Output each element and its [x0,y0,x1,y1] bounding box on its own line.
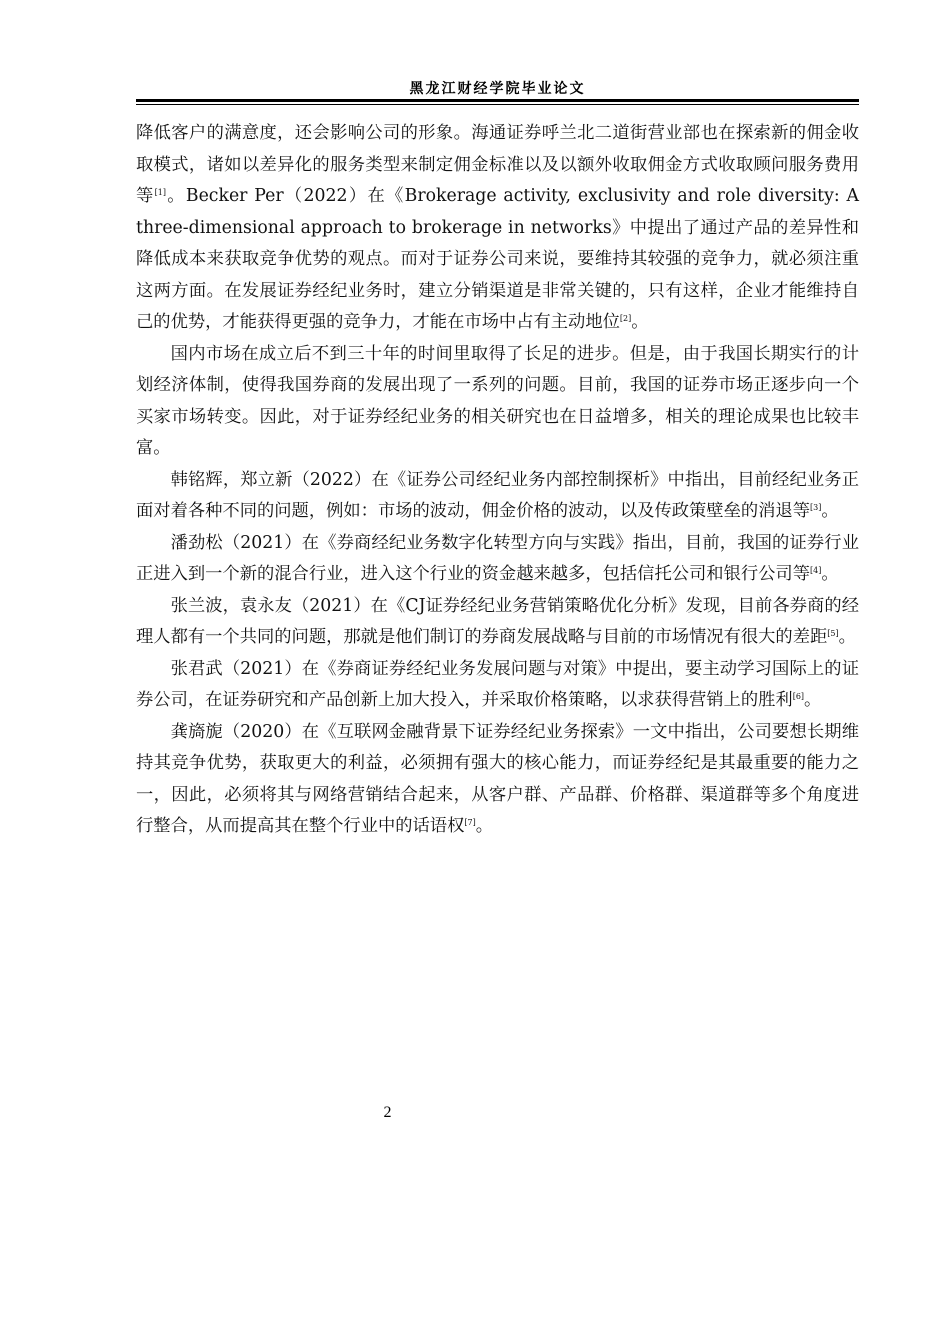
paragraph-text: 。 [475,816,493,836]
paragraph-text: 张兰波，袁永友（2021）在《CJ证券经纪业务营销策略优化分析》发现，目前各券商的经理人都有一个共同的问题，那就是他们制订的券商发展战略与目前的市场情况有很大的差距 [136,595,859,647]
page-header-title: 黑龙江财经学院毕业论文 [409,81,586,97]
paragraph-text: 韩铭辉，郑立新（2022）在《证券公司经纪业务内部控制探析》中指出，目前经纪业务正面对着各种不同的问题，例如：市场的波动，佣金价格的波动，以及传政策壁垒的消退等 [136,469,859,521]
paragraph-text: 。 [804,690,822,710]
paragraph [136,339,859,465]
paragraph-text: 。 [631,312,649,332]
citation-marker: [3] [809,503,822,512]
citation-marker: [5] [827,629,839,638]
paragraph [136,528,859,591]
citation-marker: [2] [619,314,632,323]
paragraph-text: 潘劲松（2021）在《券商经纪业务数字化转型方向与实践》指出，目前，我国的证券行业正进入到一个新的混合行业，进入这个行业的资金越来越多，包括信托公司和银行公司等 [136,532,859,584]
paragraph [136,118,859,339]
paragraph-text: 。 [821,564,839,584]
paragraph [136,591,859,654]
paragraph-text: 。 [821,501,839,521]
citation-marker: [7] [464,818,476,827]
paragraph-text: 国内市场在成立后不到三十年的时间里取得了长足的进步。但是，由于我国长期实行的计划经济体制，使得我国券商的发展出现了一系列的问题。目前，我国的证券市场正逐步向一个买家市场转变。因此，对于证券经纪业务的相关研究也在日益增多，相关的理论成果也比较丰富。 [136,343,859,458]
paragraph-text: 龚旖旎（2020）在《互联网金融背景下证券经纪业务探索》一文中指出，公司要想长期维持其竞争优势，获取更大的利益，必须拥有强大的核心能力，而证券经纪是其最重要的能力之一，因此，必须将其与网络营销结合起来，从客户群、产品群、价格群、渠道群等多个角度进行整合，从而提高其在整个行业中的话语权 [136,721,859,836]
citation-marker: [4] [809,566,822,575]
paragraph-text: 降低客户的满意度，还会影响公司的形象。海通证券呼兰北二道街营业部也在探索新的佣金收取模式，诸如以差异化的服务类型来制定佣金标准以及以额外收取佣金方式收取顾问服务费用等 [136,123,859,206]
citation-marker: [6] [792,692,805,701]
paragraph [136,465,859,528]
citation-marker: [1] [154,188,166,197]
paragraph [136,717,859,843]
paragraph-text: 张君武（2021）在《券商证券经纪业务发展问题与对策》中提出，要主动学习国际上的证券公司，在证券研究和产品创新上加大投入，并采取价格策略，以求获得营销上的胜利 [136,658,859,710]
header-rule-thin [136,104,859,105]
header-rule-thick [136,99,859,102]
paragraph-text: 。 [838,627,856,647]
paragraph-text: 。Becker Per（2022）在《Brokerage activity, exclusivity and role diversity: A three-dimensional approach to brokerage in networks》中提出了通过产品的差异性和降低成本来获取竞争优势的观点。而对于证券公司来说，要维持其较强的竞争力，就必须注重这两方面。在发展证券经纪业务时，建立分销渠道是非常关键的，只有这样，企业才能维持自己的优势，才能获得更强的竞争力，才能在市场中占有主动地位 [136,186,859,332]
body-text [136,118,859,843]
page-number: 2 [383,1104,392,1121]
paragraph [136,654,859,717]
